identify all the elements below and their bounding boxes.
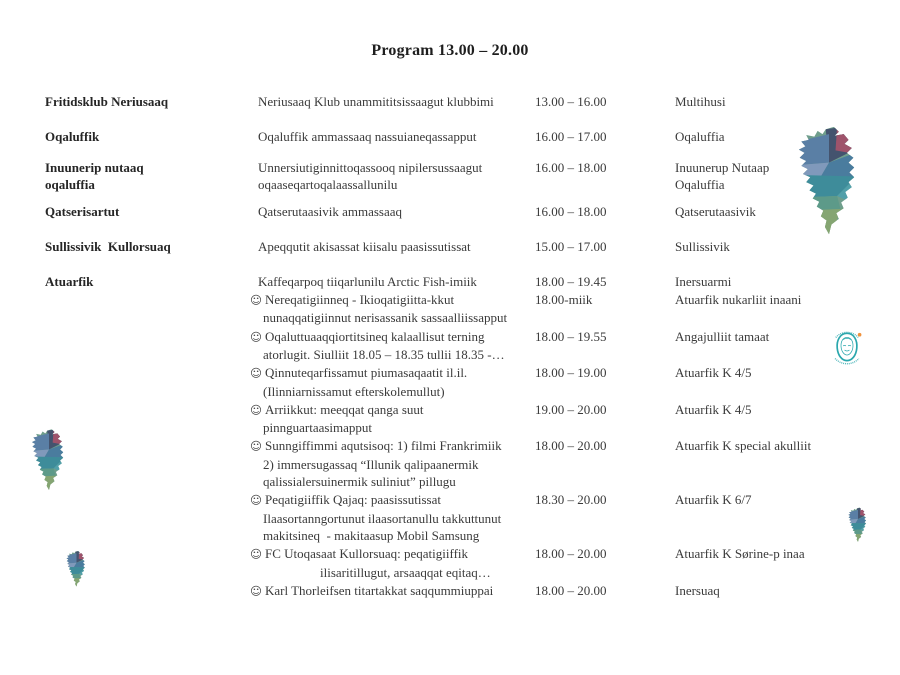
time-range: 18.00 – 20.00: [535, 438, 607, 454]
time-range: 13.00 – 16.00: [535, 94, 607, 109]
time-range: 18.00 – 20.00: [535, 582, 607, 598]
activity-desc: [250, 437, 535, 490]
desc-line: Neriusaaq Klub unammititsissaagut klubbimi: [258, 94, 494, 109]
smiley-icon: ☺: [250, 329, 262, 344]
org-name-line: Atuarfik: [45, 273, 94, 289]
activity-text: Karl Thorleifsen titartakkat saqqummiuppai: [265, 582, 494, 598]
activity-desc: [250, 491, 535, 544]
time-range: 18.00 – 19.55: [535, 328, 607, 344]
smiley-icon: ☺: [250, 402, 262, 417]
location-line: Sullissivik: [675, 239, 730, 255]
desc-line: 2) immersugassaq “Illunik qalipaanermik: [263, 456, 479, 472]
location-line: Oqaluffia: [675, 129, 725, 145]
org-name-line: Sullissivik Kullorsuaq: [45, 239, 171, 255]
page-title: Program 13.00 – 20.00: [371, 42, 529, 59]
smiley-icon: ☺: [250, 583, 262, 598]
desc-line: [250, 364, 535, 382]
desc-line: Qatserutaasivik ammassaaq: [258, 204, 403, 220]
desc-line: [250, 328, 535, 346]
org-name-line: Fritidsklub Neriusaaq: [45, 94, 169, 109]
greenland-map-right-small-icon: [845, 497, 871, 554]
activity-text: Arriikkut: meeqqat qanga suut: [265, 401, 424, 417]
activity-desc: [258, 128, 535, 145]
location: Inersuaq: [675, 582, 720, 598]
location: Angajulliit tamaat: [675, 328, 770, 344]
greenland-map-left-small-icon: [63, 538, 90, 601]
greenland-map-top-right-icon: [788, 126, 870, 240]
activity-desc: [258, 238, 535, 255]
program-subrow: [250, 364, 885, 400]
desc-line: [250, 545, 535, 563]
location: Atuarfik K 6/7: [675, 492, 752, 508]
program-row-fritidsklub: [45, 93, 885, 110]
desc-line: Apeqqutit akisassat kiisalu paasissutissat: [258, 239, 471, 255]
org-name-line: oqaluffia: [45, 176, 95, 192]
program-subrow: [250, 437, 885, 490]
activity-text: FC Utoqasaat Kullorsuaq: peqatigiiffik: [265, 546, 469, 562]
location-line: Oqaluffia: [675, 176, 725, 192]
time-range: 18.00 – 19.45: [535, 273, 607, 289]
program-subrow: [258, 273, 885, 290]
location: Atuarfik K 4/5: [675, 365, 752, 381]
activity-desc: [250, 401, 535, 437]
desc-line: oqaaseqartoqalaassallunilu: [258, 176, 398, 192]
desc-line: ilisaritillugut, arsaaqqat eqitaq…: [320, 564, 491, 580]
location: Atuarfik K 4/5: [675, 401, 752, 417]
activity-desc: [250, 328, 535, 364]
desc-line: atorlugit. Siulliit 18.05 – 18.35 tullii 18.35 -…: [263, 346, 505, 362]
program-table: [45, 93, 885, 601]
location: Atuarfik nukarliit inaani: [675, 292, 802, 308]
desc-line: [250, 437, 535, 455]
desc-line: qalissialersuinermik suliniut” pillugu: [263, 474, 456, 490]
org-name: [45, 203, 258, 220]
org-name: [45, 238, 258, 255]
activity-desc: [250, 582, 535, 600]
location: [675, 238, 885, 255]
desc-line: Oqaluffik ammassaaq nassuianeqassapput: [258, 129, 477, 145]
desc-line: nunaqqatigiinnut nerisassanik sassaalliissapput: [263, 310, 508, 326]
desc-line: [250, 491, 535, 509]
location-line: Qatserutaasivik: [675, 204, 756, 220]
activity-desc: [258, 273, 535, 290]
program-subrow: [250, 545, 885, 581]
desc-line: pinnguartaasimapput: [263, 420, 373, 436]
activity-desc: [250, 364, 535, 400]
activity-text: Qinnuteqarfissamut piumasaqaatit il.il.: [265, 365, 468, 381]
activity-text: Oqaluttuaaqqiortitsineq kalaallisut terning: [265, 328, 485, 344]
time-range: 18.00-miik: [535, 292, 593, 308]
activity-desc: [258, 159, 535, 194]
location-line: Inuunerup Nutaap: [675, 159, 770, 175]
activity-desc: [250, 545, 535, 581]
desc-line: [250, 291, 535, 309]
org-name-line: Inuunerip nutaaq: [45, 159, 144, 175]
org-name: [45, 93, 258, 110]
smiley-icon: ☺: [250, 493, 262, 508]
desc-line: [250, 582, 535, 600]
amaat-logo-icon: [826, 324, 868, 372]
time-range: 16.00 – 17.00: [535, 129, 607, 145]
smiley-icon: ☺: [250, 439, 262, 454]
activity-desc: [258, 203, 535, 220]
program-subrow: [250, 491, 885, 544]
desc-line: Ilaasortanngortunut ilaasortanullu takkuttunut: [263, 510, 502, 526]
time-range: 18.00 – 20.00: [535, 546, 607, 562]
time-range: 18.30 – 20.00: [535, 492, 607, 508]
activity-text: Sunngiffimmi aqutsisoq: 1) filmi Frankrimiik: [265, 438, 502, 454]
program-subrow: [250, 291, 885, 327]
smiley-icon: ☺: [250, 366, 262, 381]
location-line: Multihusi: [675, 94, 726, 109]
program-subrow: [250, 401, 885, 437]
location: Atuarfik K special akulliit: [675, 438, 812, 454]
desc-line: (Ilinniarnissamut efterskolemullut): [263, 383, 445, 399]
smiley-icon: ☺: [250, 293, 262, 308]
program-row-sullissivik: [45, 238, 885, 255]
desc-line: [250, 401, 535, 419]
activity-text: Kaffeqarpoq tiiqarlunilu Arctic Fish-imiik: [258, 273, 477, 289]
time-range: 15.00 – 17.00: [535, 239, 607, 255]
location: Atuarfik K Sørine-p inaa: [675, 546, 805, 562]
program-row-oqaluffik: [45, 128, 885, 145]
activity-text: Nereqatigiinneq - Ikioqatigiitta-kkut: [265, 292, 455, 308]
activity-desc: [258, 93, 535, 110]
time-range: 18.00 – 19.00: [535, 365, 607, 381]
atuarfik-activities: [250, 273, 885, 601]
org-name: [45, 128, 258, 145]
time-range: 16.00 – 18.00: [535, 159, 607, 175]
greenland-map-left-large-icon: [26, 408, 72, 514]
org-name: [45, 159, 258, 194]
program-row-qatserisartut: [45, 203, 885, 220]
program-subrow: [250, 328, 885, 364]
org-name-line: Qatserisartut: [45, 204, 120, 220]
activity-text: Peqatigiiffik Qajaq: paasissutissat: [265, 492, 441, 508]
smiley-icon: ☺: [250, 547, 262, 562]
activity-desc: [250, 291, 535, 327]
program-subrow: [250, 582, 885, 600]
desc-line: [258, 273, 535, 290]
time-range: 16.00 – 18.00: [535, 204, 607, 220]
program-row-inuunerip: [45, 159, 885, 194]
desc-line: Unnersiutiginnittoqassooq nipilersussaagut: [258, 159, 483, 175]
desc-line: makitsineq - makitaasup Mobil Samsung: [263, 527, 480, 543]
location: Inersuarmi: [675, 273, 732, 289]
time-range: 19.00 – 20.00: [535, 401, 607, 417]
program-row-atuarfik: [45, 273, 885, 601]
location: [675, 93, 885, 110]
org-name-line: Oqaluffik: [45, 129, 100, 145]
